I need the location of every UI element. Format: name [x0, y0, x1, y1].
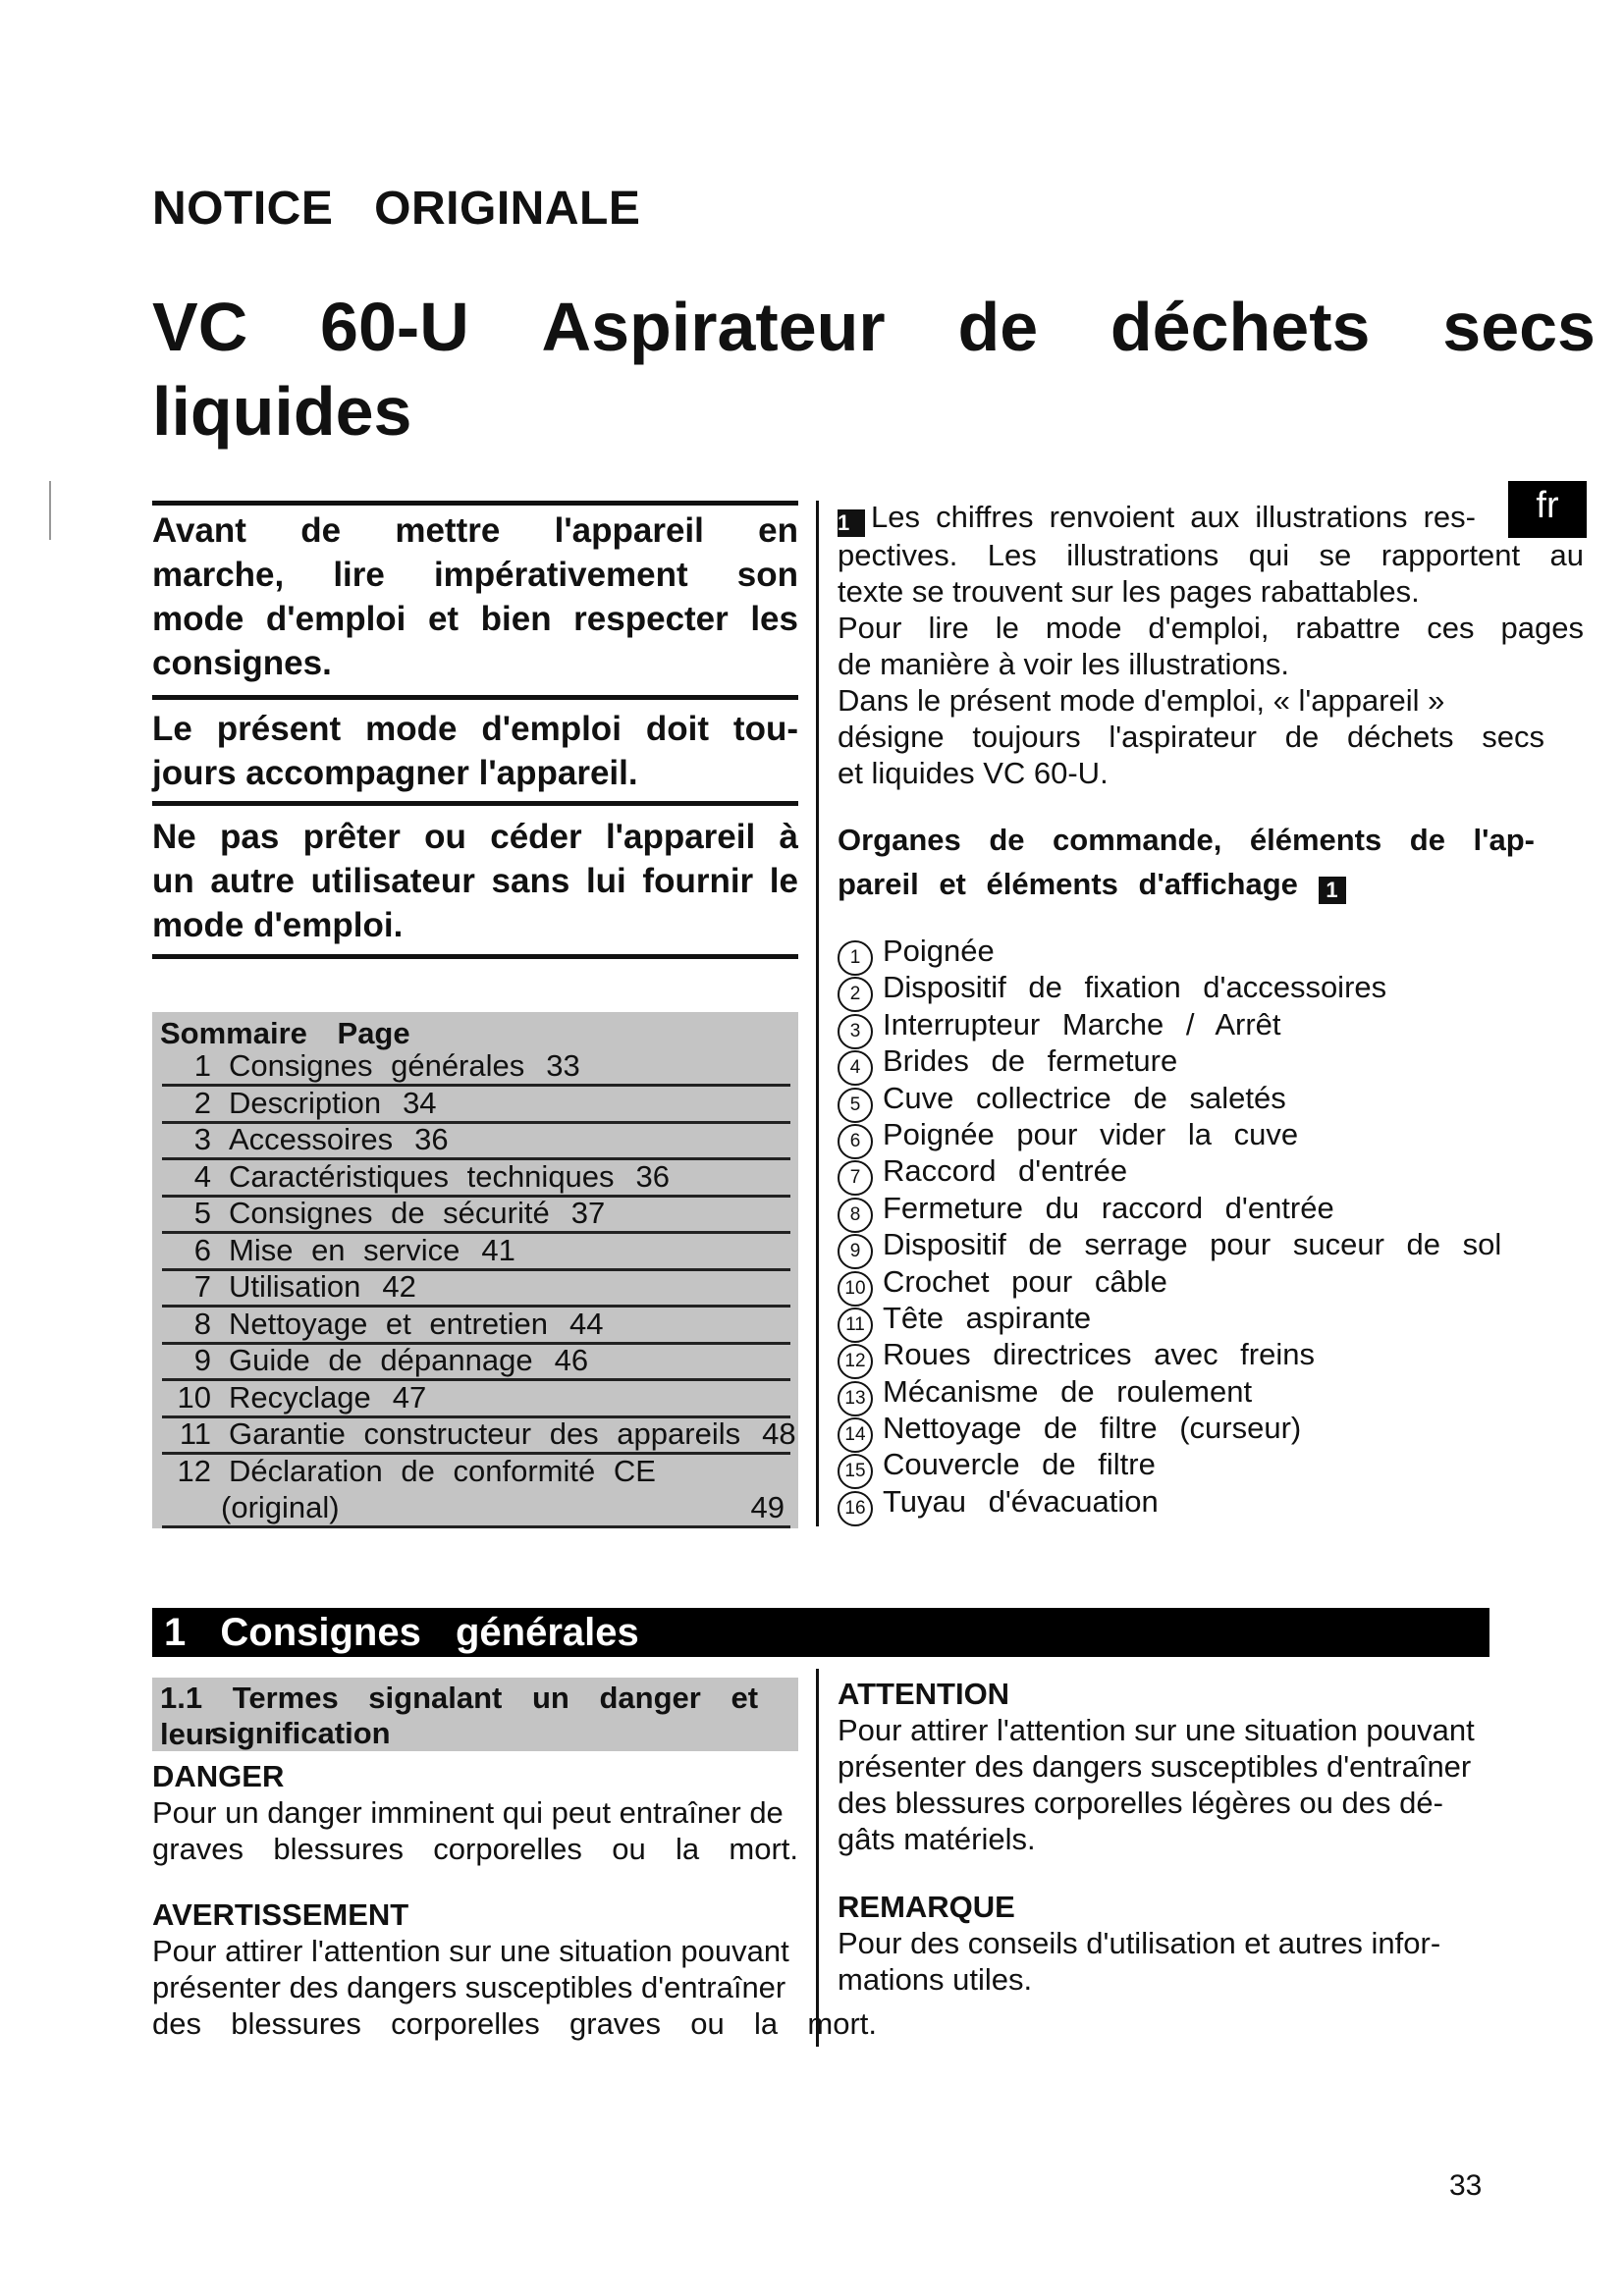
warning-rule	[152, 801, 798, 806]
notice-heading: NOTICE ORIGINALE	[152, 183, 641, 235]
subsection-heading: 1.1 Termes signalant un danger et leur signification	[152, 1678, 798, 1751]
warning-keep-manual: Le présent mode d'emploi doit tou- jours accompagner l'appareil.	[152, 710, 798, 792]
toc-row[interactable]: 10 Recyclage 47	[162, 1379, 790, 1418]
list-item: 14 Nettoyage de filtre (curseur)	[838, 1410, 1613, 1446]
table-of-contents	[152, 1012, 798, 1528]
document-title	[152, 285, 1596, 454]
toc-row[interactable]: 12 Déclaration de conformité CE (original) 49	[162, 1453, 790, 1528]
toc-row[interactable]: 4 Caractéristiques techniques 36	[162, 1158, 790, 1198]
page-number: 33	[1449, 2169, 1483, 2202]
list-item: 5 Cuve collectrice de saletés	[838, 1080, 1613, 1116]
column-divider-bottom	[816, 1669, 819, 2047]
warning-rule	[152, 501, 798, 506]
list-item: 10 Crochet pour câble	[838, 1263, 1613, 1300]
list-item: 8 Fermeture du raccord d'entrée	[838, 1190, 1613, 1226]
toc-header: Sommaire Page	[160, 1016, 410, 1050]
avertissement-block: AVERTISSEMENT Pour attirer l'attention sur une situation pouvant présenter des dangers susceptibles d'entraîner des blessures corporelles graves ou la mort.	[152, 1897, 877, 2041]
list-item: 15 Couvercle de filtre	[838, 1446, 1613, 1482]
list-item: 7 Raccord d'entrée	[838, 1152, 1613, 1189]
column-divider-top	[816, 501, 819, 1526]
toc-row[interactable]: 1 Consignes générales 33	[162, 1047, 790, 1087]
toc-row[interactable]: 5 Consignes de sécurité 37	[162, 1195, 790, 1234]
warning-read-manual: Avant de mettre l'appareil en marche, lire impérativement son mode d'emploi et bien respecter les consignes.	[152, 511, 798, 682]
list-item: 6 Poignée pour vider la cuve	[838, 1116, 1613, 1152]
warning-rule	[152, 695, 798, 700]
remarque-block: REMARQUE Pour des conseils d'utilisation et autres infor- mations utiles.	[838, 1890, 1441, 1997]
list-item: 3 Interrupteur Marche / Arrêt	[838, 1006, 1613, 1042]
danger-block: DANGER Pour un danger imminent qui peut entraîner de graves blessures corporelles ou la mort.	[152, 1759, 798, 1866]
toc-row[interactable]: 8 Nettoyage et entretien 44	[162, 1306, 790, 1345]
list-item: 16 Tuyau d'évacuation	[838, 1483, 1613, 1520]
toc-row[interactable]: 6 Mise en service 41	[162, 1232, 790, 1271]
toc-row[interactable]: 7 Utilisation 42	[162, 1268, 790, 1308]
warning-lend-device: Ne pas prêter ou céder l'appareil à un autre utilisateur sans lui fournir le mode d'emploi.	[152, 818, 798, 944]
title-line-2: liquides	[152, 373, 412, 450]
section-heading: 1 Consignes générales	[152, 1608, 1489, 1657]
margin-mark	[49, 481, 51, 540]
toc-row[interactable]: 11 Garantie constructeur des appareils 48	[162, 1415, 790, 1455]
list-item: 9 Dispositif de serrage pour suceur de sol	[838, 1226, 1613, 1262]
list-item: 4 Brides de fermeture	[838, 1042, 1613, 1079]
intro-paragraph: 1 Les chiffres renvoient aux illustrations res- pectives. Les illustrations qui se rapportent au texte se trouvent sur les pages rabattables. Pour lire le mode d'emploi, rabattre ces pages de manière à voir les illustrations. Dans le présent mode d'emploi, « l'appareil » désigne toujours l'aspirateur de déchets secs et liquides VC 60-U.	[838, 500, 1584, 790]
organs-heading: Organes de commande, éléments de l'ap- pareil et éléments d'affichage 1	[838, 823, 1535, 902]
toc-row[interactable]: 9 Guide de dépannage 46	[162, 1342, 790, 1381]
list-item: 12 Roues directrices avec freins	[838, 1336, 1613, 1372]
toc-row[interactable]: 3 Accessoires 36	[162, 1121, 790, 1160]
title-line-1: VC 60-U Aspirateur de déchets secs	[152, 289, 1596, 365]
list-item: 2 Dispositif de fixation d'accessoires	[838, 969, 1613, 1005]
attention-block: ATTENTION Pour attirer l'attention sur une situation pouvant présenter des dangers susceptibles d'entraîner des blessures corporelles légères ou des dé- gâts matériels.	[838, 1677, 1475, 1856]
figure-badge: 1	[1319, 877, 1346, 904]
language-tab: fr	[1508, 481, 1587, 538]
list-item: 11 Tête aspirante	[838, 1300, 1613, 1336]
component-list	[838, 933, 1613, 1520]
figure-badge: 1	[838, 509, 865, 537]
list-item: 1 Poignée	[838, 933, 1613, 969]
toc-row[interactable]: 2 Description 34	[162, 1085, 790, 1124]
list-item: 13 Mécanisme de roulement	[838, 1373, 1613, 1410]
warning-rule	[152, 954, 798, 959]
